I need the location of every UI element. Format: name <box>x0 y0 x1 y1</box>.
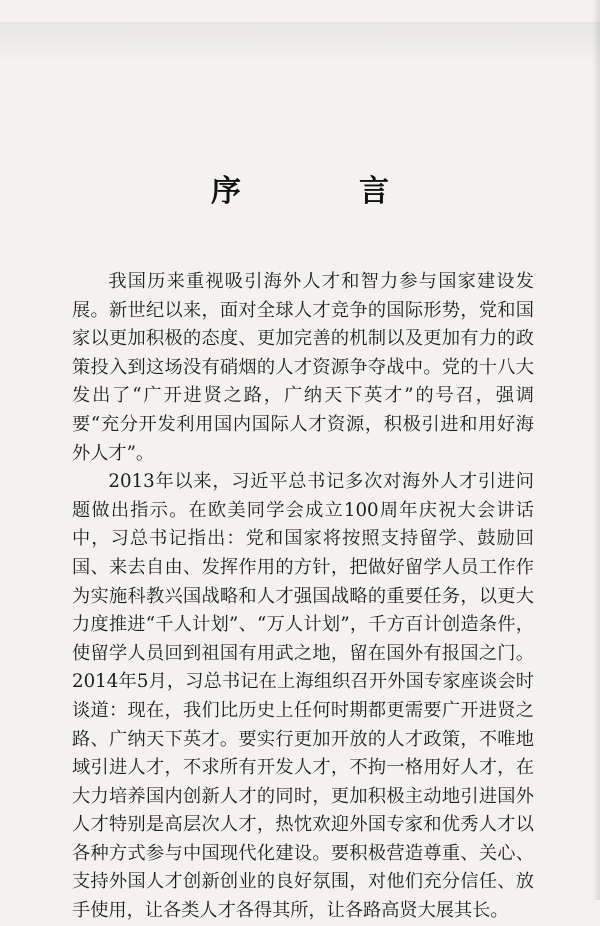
page-edge-shadow <box>592 0 600 900</box>
bleed-through-shadow <box>0 22 600 62</box>
paragraph: 我国历来重视吸引海外人才和智力参与国家建设发展。新世纪以来，面对全球人才竞争的国际形势，党和国家以更加积极的态度、更加完善的机制以及更加有力的政策投入到这场没有硝烟的人才资源争夺战中。党的十八大发出了“广开进贤之路，广纳天下英才”的号召，强调要“充分开发利用国内国际人才资源，积极引进和用好海外人才”。 <box>72 271 534 464</box>
paragraph: 2013年以来，习近平总书记多次对海外人才引进问题做出指示。在欧美同学会成立100周年庆祝大会讲话中，习总书记指出：党和国家将按照支持留学、鼓励回国、来去自由、发挥作用的方针，把做好留学人员工作作为实施科教兴国战略和人才强国战略的重要任务，以更大力度推进“千人计划”、“万人计划”，千方百计创造条件，使留学人员回到祖国有用武之地，留在国外有报国之门。2014年5月，习总书记在上海组织召开外国专家座谈会时谈道：现在，我们比历史上任何时期都更需要广开进贤之路、广纳天下英才。要实行更加开放的人才政策，不唯地域引进人才，不求所有开发人才，不拘一格用好人才，在大力培养国内创新人才的同时，更加积极主动地引进国外人才特别是高层次人才，热忱欢迎外国专家和优秀人才以各种方式参与中国现代化建设。要积极营造尊重、关心、支持外国人才创新创业的良好氛围，对他们充分信任、放手使用，让各类人才各得其所，让各路高贤大展其长。 <box>72 471 534 922</box>
page-title: 序 言 <box>211 174 433 210</box>
preface-body <box>72 268 534 926</box>
